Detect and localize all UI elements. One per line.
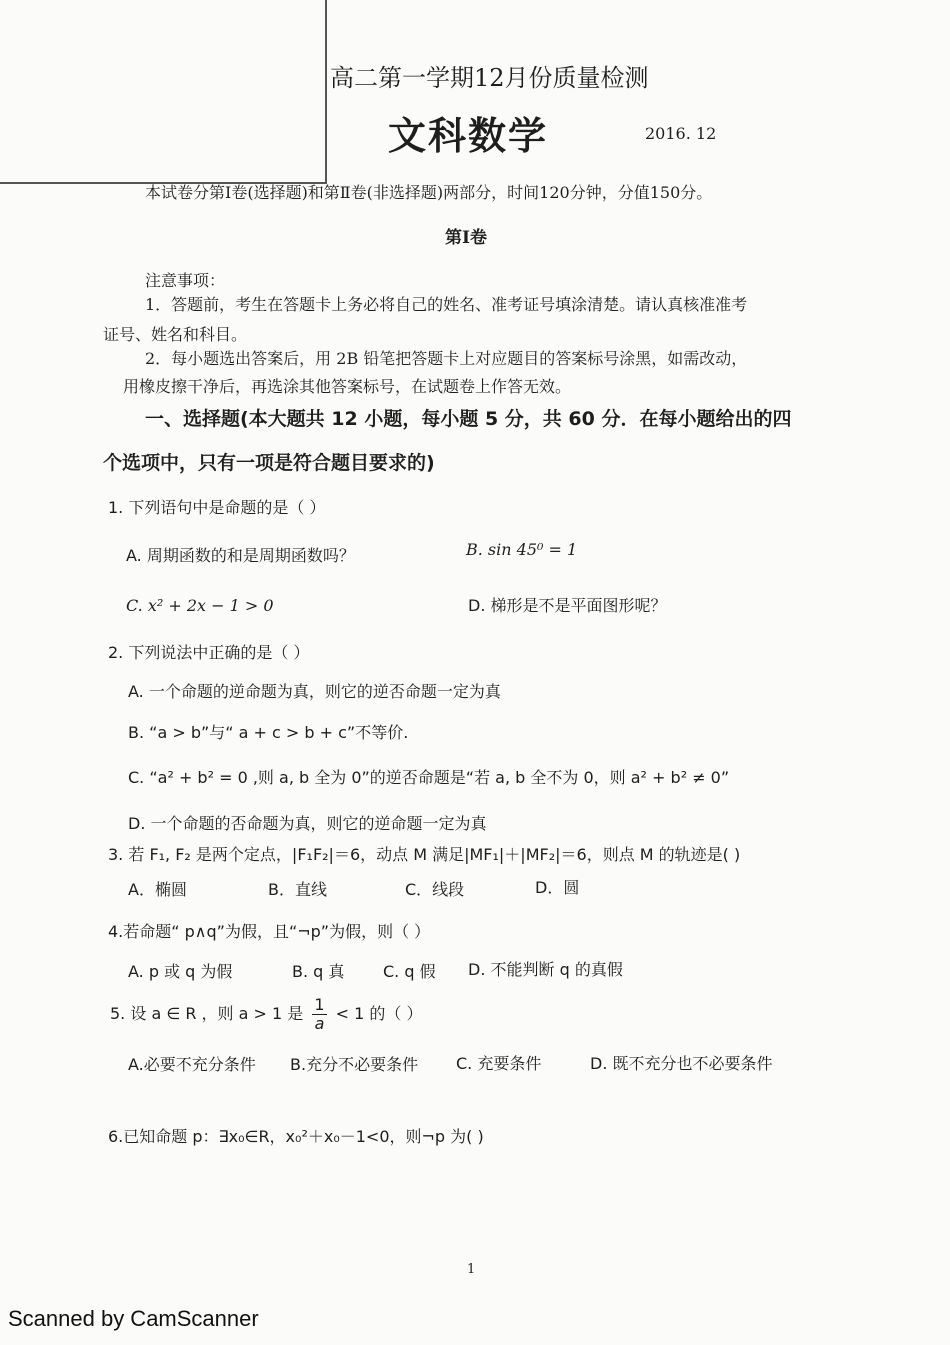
question-3-option-a: A．椭圆 [128,880,187,899]
question-2-option-c: C. “a² + b² = 0 ,则 a, b 全为 0”的逆否命题是“若 a, b 全不为 0，则 a² + b² ≠ 0” [128,768,730,787]
part1-heading-line-2: 个选项中，只有一项是符合题目要求的) [103,452,435,474]
question-6-stem: 6.已知命题 p：∃x₀∈R，x₀²＋x₀－1<0，则¬p 为( ) [108,1127,484,1146]
scanner-watermark: Scanned by CamScanner [8,1306,259,1331]
question-2-option-b: B. “a > b”与“ a + c > b + c”不等价. [128,723,409,742]
score-box-frame [0,0,327,184]
question-5-option-a: A.必要不充分条件 [128,1055,256,1074]
question-5-option-d: D. 既不充分也不必要条件 [590,1054,773,1073]
question-5-stem-post: < 1 的（ ） [335,1004,423,1023]
question-2-option-a: A. 一个命题的逆命题为真，则它的逆否命题一定为真 [128,682,501,701]
note-1-line-1: 1．答题前，考生在答题卡上务必将自己的姓名、准考证号填涂清楚。请认真核准准考 [145,295,748,314]
note-2-line-1: 2．每小题选出答案后，用 2B 铅笔把答题卡上对应题目的答案标号涂黑，如需改动， [145,349,748,368]
question-5-stem-pre: 5. 设 a ∈ R ，则 a > 1 是 [110,1004,304,1023]
subject-title: 文科数学 [388,113,549,158]
question-3-stem: 3. 若 F₁, F₂ 是两个定点，|F₁F₂|＝6，动点 M 满足|MF₁|＋|MF₂|＝6，则点 M 的轨迹是( ) [108,845,741,864]
note-2-line-2: 用橡皮擦干净后，再选涂其他答案标号，在试题卷上作答无效。 [123,377,572,396]
question-3-option-c: C．线段 [405,880,465,899]
question-2-stem: 2. 下列说法中正确的是（ ） [108,643,310,662]
question-5-fraction [312,996,326,1033]
question-5-stem [110,996,423,1033]
question-1-stem: 1. 下列语句中是命题的是（ ） [108,498,326,517]
question-4-stem: 4.若命题“ p∧q”为假，且“¬p”为假，则（ ） [108,922,431,941]
question-1-option-a: A. 周期函数的和是周期函数吗？ [126,546,355,565]
question-4-option-d: D. 不能判断 q 的真假 [468,960,623,979]
exam-date: 2016. 12 [645,124,717,143]
part1-heading-line-1: 一、选择题(本大题共 12 小题，每小题 5 分，共 60 分．在每小题给出的四 [145,408,792,430]
question-5-option-c: C. 充要条件 [456,1054,542,1073]
question-4-option-a: A. p 或 q 为假 [128,962,233,981]
exam-intro: 本试卷分第Ⅰ卷(选择题)和第Ⅱ卷(非选择题)两部分，时间120分钟，分值150分。 [145,183,713,202]
question-3-option-b: B．直线 [268,880,327,899]
question-2-option-d: D. 一个命题的否命题为真，则它的逆命题一定为真 [128,814,487,833]
exam-title: 高二第一学期12月份质量检测 [330,64,649,92]
question-5-fraction-denominator: a [314,1014,325,1033]
note-1-line-2: 证号、姓名和科目。 [103,325,248,344]
question-4-option-b: B. q 真 [292,962,345,981]
notes-title: 注意事项： [145,271,226,290]
question-5-option-b: B.充分不必要条件 [290,1055,419,1074]
question-1-option-d: D. 梯形是不是平面图形呢？ [468,596,667,615]
question-1-option-b: B. sin 45⁰ = 1 [466,540,578,559]
question-3-option-d: D．圆 [535,878,580,897]
question-1-option-c: C. x² + 2x − 1 > 0 [126,596,274,615]
section-title: 第Ⅰ卷 [445,228,487,248]
question-5-fraction-numerator: 1 [314,995,325,1014]
page-number: 1 [467,1262,476,1277]
question-4-option-c: C. q 假 [383,962,436,981]
